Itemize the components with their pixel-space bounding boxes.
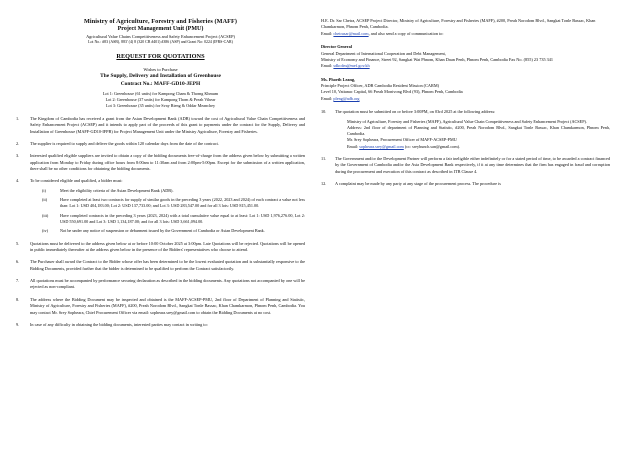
subitem-text: Have completed contracts in the preceding 3 years (2023, 2024) with a total cumulative value equal to at least: Lot 1: USD 1,976,276.00, Lot 2: USD 550,691.00 and Lot 3: USD 1,134,187.00; and for all 3 lots: USD 3,661,094.00. [60,212,305,224]
clause-1 [16,116,305,135]
clause-number: 5. [16,240,20,246]
contact-project-director [321,18,610,37]
subitem-text: Meet the eligibility criteria of the Asian Development Bank (ADB). [60,187,174,193]
document-title: REQUEST FOR QUOTATIONS [116,53,205,61]
subject-block [16,73,305,87]
email-link[interactable]: sopheara.srey@gmail.com [359,143,404,149]
email-link[interactable]: chetrasar@mail.com [333,30,369,36]
clause-number: 3. [16,153,20,159]
clause-8 [16,297,305,316]
email-tail: (cc: sreybunch.san@gmail.com). [403,143,461,149]
clause-4-subitems [30,188,305,235]
contact-line2: Level 10, Vattanac Capital, 66 Preah Monivong Blvd (93), Phnom Penh, Cambodia [321,89,463,95]
clause-number: 11. [321,155,327,161]
email-label: Email: [321,95,333,101]
clause-number: 12. [321,181,327,187]
subitem-number: (ii) [42,197,48,203]
clause-text: The quotation must be submitted on or before 3:00PM, on 03rd 2025 at the following address: [335,109,496,115]
address-line: Ministry of Agriculture, Forestry and Fisheries (MAFF), Agricultural Value Chain Competitiveness and Safety Enhancement Project (ACSEP). [347,118,587,124]
email-link[interactable]: sdkcdm@mef.gov.kh [333,63,370,69]
ministry-name: Ministry of Agriculture, Forestry and Fisheries (MAFF) [83,18,238,25]
clause-number: 9. [16,321,20,327]
clause-text: In case of any difficulty in obtaining the bidding documents, interested parties may contact in writing to: [30,321,208,327]
clause-text: The Kingdom of Cambodia has received a grant from the Asian Development Bank (ADB) toward the cost of Agricultural Value Chain Competitiveness and Safety Enhancement Project (ACSEP) and it intends to apply part of the proceeds of this grant to payments under the contract for the Supply, Delivery and Installation of Greenhouse (MAFF-GD10-IFPB) for Project Management Unit under the Ministry Agriculture, Forestry and Fisheries. [30,115,305,134]
clause-5 [16,241,305,254]
contact-email-row [321,63,610,69]
clause-text: To be considered eligible and qualified, a bidder must: [30,178,123,184]
contact-name: Principle Project Officer, ADB Cambodia Resident Mission (CARM) [321,83,440,88]
clause-text: All quotations must be accompanied by performance securing declaration as described in the bidding documents. Any quotations not accompanied by one will be rejected as non-compliant. [30,278,305,290]
clause-text: A complaint may be made by any party at any stage of the procurement process. The procedure is [335,181,501,187]
subitem [42,228,305,234]
contact-email-row [321,96,610,102]
subitem [42,197,305,210]
subitem-number: (iii) [42,212,49,218]
email-link[interactable]: pleng@adb.org [333,95,360,101]
subitem [42,188,305,194]
project-name: Agricultural Value Chains Competitiveness and Safety Enhancement Project (ACSEP) [86,34,235,40]
subitem-number: (iv) [42,228,49,234]
clause-number: 2. [16,140,20,146]
clause-number: 6. [16,259,20,265]
subject-line-2: Contract No.: MAFF-GD10-JEPH [120,80,201,87]
clause-11 [321,156,610,175]
clauses-list-right [321,109,610,187]
clause-number: 4. [16,178,20,184]
clause-number: 10. [321,109,327,115]
clause-2 [16,141,305,147]
clause-number: 7. [16,278,20,284]
clause-text: Interested qualified eligible suppliers are invited to obtain a copy of the bidding documents free-of-charge from the address given below by submitting a written application from Monday to Friday during office hours from 8:00am to 11:30am and from 2:00pm-5:00pm. Except for the submission of a written application, there shall be no other conditions for obtaining the bidding documents. [30,153,305,172]
subitem-text: Not be under any notice of suspension or debarment issued by the Government of Cambodia or Asian Development Bank. [60,228,265,234]
unit-name: Project Management Unit (PMU) [117,25,204,32]
contact-adb-officer [321,77,610,103]
contact-name: General Department of International Cooperation and Debt Management, [321,50,446,56]
clause-text: Quotations must be delivered to the address given below at or before 10:00 October 2025 at 3:00pm. Late Quotations will be rejected. Quotations will be opened in public immediately thereafter at the address given below in the presence of the Bidders' representatives who choose to attend. [30,240,305,252]
clause-10 [321,109,610,150]
contact-name: H.E. Dr. Sar Chetra, ACSEP Project Director, Ministry of Agriculture, Forestry and Fisheries (MAFF), #200, Preah Norodom Blvd., Sangkat Tonle Bassac, Khan Chamkarmon, Phnom Penh, Cambodia. [321,18,596,30]
right-column [321,18,610,440]
subject-line-1: The Supply, Delivery and Installation of Greenhouse [100,73,221,80]
contact-title: Ms. Phoeth Leang, [321,76,355,82]
lot-item: Lot 1: Greenhouse (61 units) for Kampong Cham & Thorng Khmum [102,90,219,96]
clauses-list [16,116,305,329]
submission-address [335,119,610,150]
address-line: Mr. Srey Sopheara, Procurement Officer of MAFF-ACSEP-PMU [347,137,457,143]
clause-text: The address where the Bidding Document may be inspected and obtained is the MAFF-ACSEP-PMU, 2nd floor of Department of Planning and Statistic, Ministry of Agriculture, Forestry and Fisheries (MAFF), #200, Preah Norodom Blvd., Sangkat Tonle Bassac, Khan Chamkarmon, Phnom Penh, Cambodia. You may contact Mr. Srey Sopheara, Chief Procurement Officer via email: sopheara.srey@gmail.com to obtain the Bidding Documents at no cost. [30,296,305,315]
clause-number: 8. [16,296,20,302]
address-line: Address: 2nd floor of department of Planning and Statistic, #200, Preah Norodom Blvd., Sangkat Tonle Bassac, Khan Chamkarmon, Phnom Penh, Cambodia. [347,124,610,137]
clause-text: The Government and/or the Development Partner will perform a fair ineligible either indefinitely or for a stated period of time, to be awarded a contract financed by the Government of Cambodia and/or the Asia Development Bank respectively, if it at any time determines that the firm has engaged in fraud and corruption during the procurement and execution of this contract as described in ITB Clause 4. [335,155,610,174]
address-email-row [347,144,610,150]
contact-email-row [321,31,610,37]
left-column [16,18,305,440]
clause-4 [16,178,305,234]
clause-3 [16,153,305,172]
email-label: Email: [321,63,333,69]
subitem-number: (i) [42,187,46,193]
clause-6 [16,259,305,272]
email-tail: , and also send a copy of communication to: [368,30,444,36]
wishes-line: Wishes to Purchase [143,67,178,73]
subitem [42,213,305,226]
contact-director-general [321,44,610,70]
clause-9 [16,322,305,328]
contact-title: Director General [321,44,352,50]
lots-list [16,91,305,109]
document-header [16,18,305,44]
clause-text: The Purchaser shall award the Contract to the Bidder whose offer has been determined to be the lowest evaluated quotation and is substantially responsive to the Bidding Documents, provided further that the bidder is determined to be qualified to perform the Contract satisfactorily. [30,259,305,271]
clause-12 [321,181,610,187]
subitem-text: Have completed at least two contracts for supply of similar goods in the preceding 3 years (2022, 2023 and 2024) of each contract a value not less than: Lot 1: USD 404,183.00; Lot 2: USD 137,733.00; and Lot 3: USD 283,547.00 and for all 3 lots: USD 815,451.00. [60,197,305,209]
lot-item: Lot 3: Greenhouse (35 units) for Svay Rieng & Oddar Meanchey [105,102,216,108]
clause-7 [16,278,305,291]
clause-text: The supplier is required to supply and deliver the goods within 120 calendar days from the date of the contract. [30,140,219,146]
email-label: Email: [321,30,333,36]
email-label: Email: [347,143,359,149]
clause-number: 1. [16,115,20,121]
contact-line2: Ministry of Economy and Finance, Street 92, Sangkat Wat Phnom, Khan Daun Penh, Phnom Penh, Cambodia Fax No. (855) 23 735 341 [321,56,554,62]
header-address: Lot No.: #83 (ASB), 883' (4) 8 (320 CB #401) #386 (ASP) and Grant No: 0224 (IFRS-CAR) [88,39,233,44]
lot-item: Lot 2: Greenhouse (37 units) for Kampong Thom & Preah Vihear [105,96,216,102]
